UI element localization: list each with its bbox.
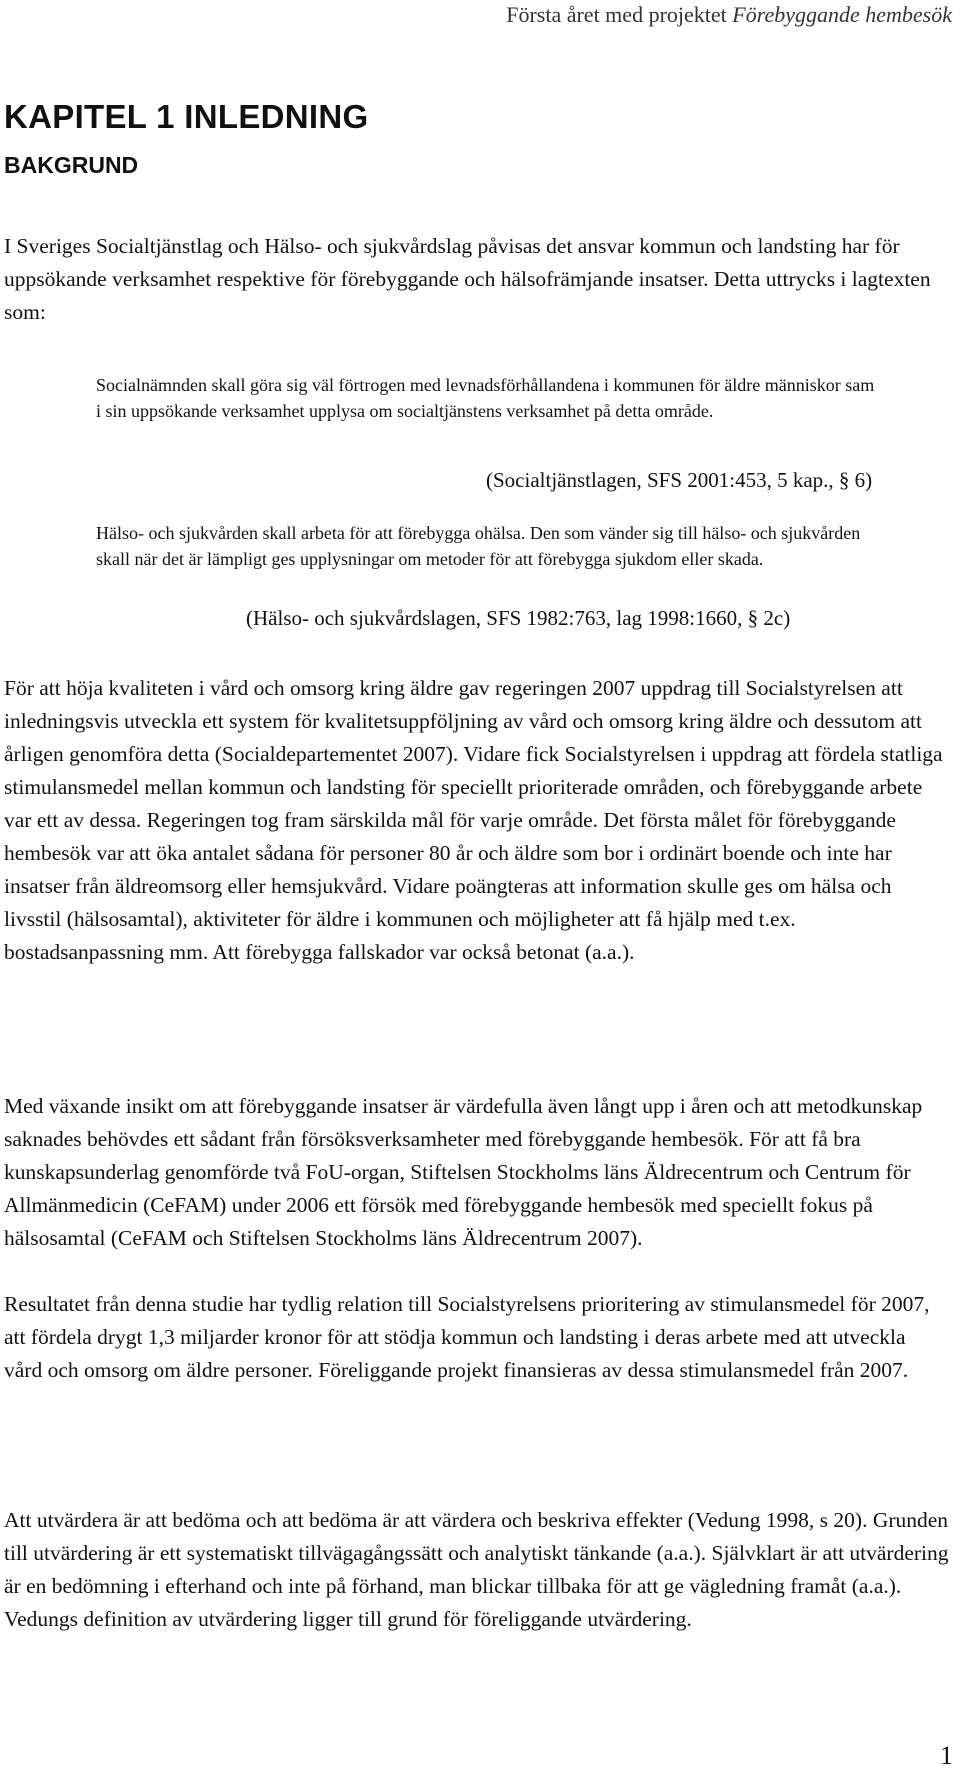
quote-halso-sjukvardslagen: Hälso- och sjukvården skall arbeta för att förebygga ohälsa. Den som vänder sig till hälso- och sjukvården skall när det är lämpligt ges upplysningar om metoder för att förebygga sjukdom eller skada.: [96, 523, 861, 569]
section-title: BAKGRUND: [4, 152, 139, 178]
chapter-title: KAPITEL 1 INLEDNING: [4, 98, 369, 135]
paragraph-vaxande-insikt: Med växande insikt om att förebyggande insatser är värdefulla även långt upp i åren och att metodkunskap saknades behövdes ett sådant från försöksverksamheter med förebyggande hembesök. För att få bra kunskapsunderlag genomförde två FoU-organ, Stiftelsen Stockholms läns Äldrecentrum och Centrum för Allmänmedicin (CeFAM) under 2006 ett försök med förebyggande hembesök med speciellt fokus på hälsosamtal (CeFAM och Stiftelsen Stockholms läns Äldrecentrum 2007).: [4, 1094, 923, 1250]
page-number: 1: [940, 1741, 953, 1770]
running-header-project-title: Förebyggande hembesök: [732, 2, 952, 27]
running-header-prefix: Första året med projektet: [506, 2, 733, 27]
citation-halso-sjukvardslagen: (Hälso- och sjukvårdslagen, SFS 1982:763, lag 1998:1660, § 2c): [246, 606, 791, 630]
citation-socialtjanstlagen: (Socialtjänstlagen, SFS 2001:453, 5 kap., § 6): [486, 468, 873, 492]
paragraph-resultatet: Resultatet från denna studie har tydlig relation till Socialstyrelsens prioritering av stimulansmedel för 2007, att fördela drygt 1,3 miljarder kronor för att stödja kommun och landsting i deras arbete med att utveckla vård och omsorg om äldre personer. Föreliggande projekt finansieras av dessa stimulansmedel från 2007.: [4, 1292, 930, 1382]
paragraph-kvalitet: För att höja kvaliteten i vård och omsorg kring äldre gav regeringen 2007 uppdrag till Socialstyrelsen att inledningsvis utveckla ett system för kvalitetsuppföljning av vård och omsorg kring äldre och dessutom att årligen genomföra detta (Socialdepartementet 2007). Vidare fick Socialstyrelsen i uppdrag att fördela statliga stimulansmedel mellan kommun och landsting för speciellt prioriterade områden, och förebyggande arbete var ett av dessa. Regeringen tog fram särskilda mål för varje område. Det första målet för förebyggande hembesök var att öka antalet sådana för personer 80 år och äldre som bor i ordinärt boende och inte har insatser från äldreomsorg eller hemsjukvård. Vidare poängteras att information skulle ges om hälsa och livsstil (hälsosamtal), aktiviteter för äldre i kommunen och möjligheter att få hjälp med t.ex. bostadsanpassning mm. Att förebygga fallskador var också betonat (a.a.).: [4, 676, 943, 964]
quote-socialtjanstlagen: Socialnämnden skall göra sig väl förtrogen med levnadsförhållandena i kommunen för äldre människor sam i sin uppsökande verksamhet upplysa om socialtjänstens verksamhet på detta område.: [96, 375, 875, 421]
running-header: [506, 2, 952, 28]
intro-paragraph: I Sveriges Socialtjänstlag och Hälso- och sjukvårdslag påvisas det ansvar kommun och landsting har för uppsökande verksamhet respektive för förebyggande och hälsofrämjande insatser. Detta uttrycks i lagtexten som:: [4, 234, 931, 324]
paragraph-utvardera: Att utvärdera är att bedöma och att bedöma är att värdera och beskriva effekter (Vedung 1998, s 20). Grunden till utvärdering är ett systematiskt tillvägagångssätt och analytiskt tänkande (a.a.). Självklart är att utvärdering är en bedömning i efterhand och inte på förhand, man blickar tillbaka för att ge vägledning framåt (a.a.). Vedungs definition av utvärdering ligger till grund för föreliggande utvärdering.: [4, 1508, 949, 1631]
